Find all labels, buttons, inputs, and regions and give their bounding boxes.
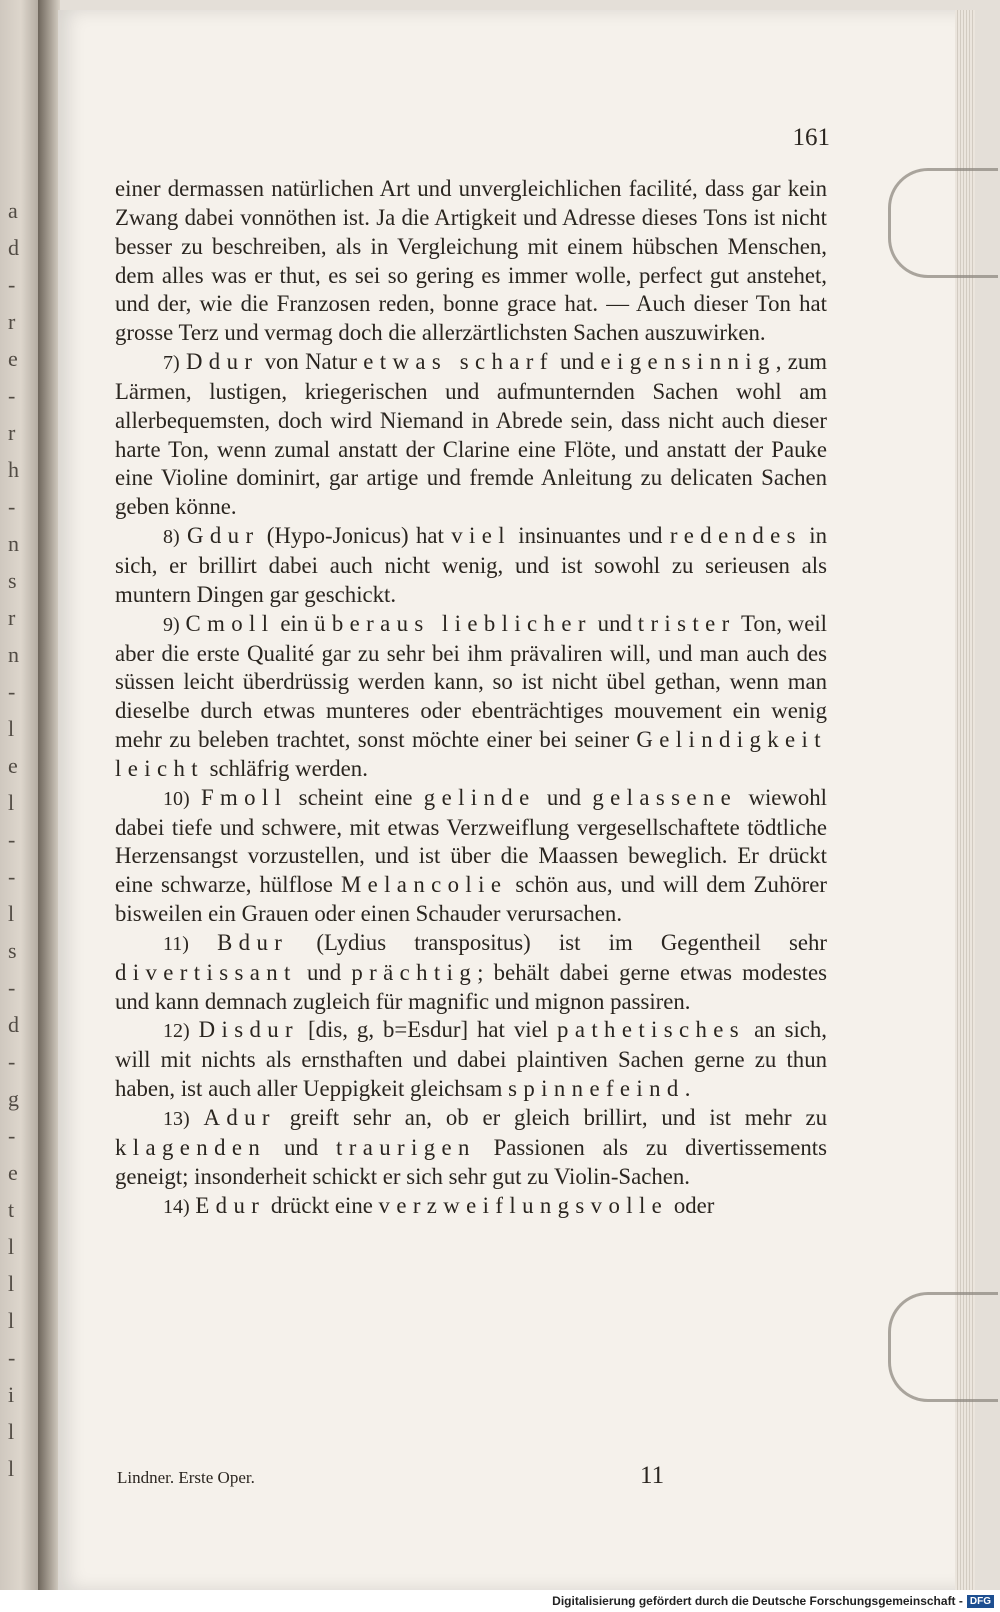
text-run: und [591, 610, 638, 636]
footer-signature-mark: 11 [640, 1462, 665, 1489]
paragraph-number: 7) [163, 352, 180, 375]
paragraph-number: 13) [163, 1108, 190, 1130]
previous-page-letter: r [8, 309, 16, 334]
paragraph [115, 1104, 827, 1192]
text-run: ein [274, 610, 315, 636]
previous-page-letter: - [8, 272, 16, 297]
text-run: einer dermassen natürlichen Art und unvergleichlichen facilité, dass gar kein Zwang dabei vonnöthen ist. Ja die Artigkeit und Adresse dieses Tons ist nicht besser zu beschreiben, als in Vergleichung mit einem hübschen Menschen, dem alles was er thut, es sei so gering es immer wolle, perfect gut anstehet, und der, wie die Franzosen reden, bonne grace hat. — Auch dieser Ton hat grosse Terz und vermag doch die allerzärtlichsten Sachen auszuwirken. [115, 176, 827, 346]
text-run [190, 1017, 199, 1042]
spaced-emphasis: prächtig [351, 959, 478, 985]
credit-text: Digitalisierung gefördert durch die Deutsche Forschungsgemeinschaft - [552, 1594, 963, 1608]
spaced-emphasis: klagenden [115, 1134, 267, 1160]
spaced-emphasis: Ddur [185, 349, 259, 375]
text-run: (Lydius transpositus) ist im Gegentheil sehr [288, 929, 827, 955]
text-run: [dis, g, b=Esdur] hat viel [299, 1017, 558, 1043]
spaced-emphasis: etwas scharf [363, 349, 554, 375]
spaced-emphasis: verzweiflungsvolle [378, 1192, 669, 1218]
previous-page-letter: - [8, 975, 16, 1000]
text-run: (Hypo-Jonicus) hat [259, 523, 452, 549]
spaced-emphasis: eigensinnig [600, 349, 776, 375]
spaced-emphasis: Cmoll [185, 610, 275, 636]
previous-page-letter: l [8, 901, 15, 926]
text-run: insinuantes und [510, 523, 670, 549]
spaced-emphasis: Fmoll [200, 784, 288, 810]
previous-page-letter: e [8, 753, 18, 778]
previous-page-letter: s [8, 568, 17, 593]
previous-page-letter: d [8, 235, 19, 260]
previous-page-letter: l [8, 1308, 15, 1333]
previous-page-letter: d [8, 1012, 19, 1037]
previous-page-letter: l [8, 1234, 15, 1259]
previous-page-letter: s [8, 938, 17, 963]
spaced-emphasis: gelinde [423, 784, 536, 810]
text-run: wiewohl dabei tiefe und schwere, mit etwas Verzweiflung vergesellschaftete tödtliche Herzensangst vorzustellen, und ist über die Maassen beweglich. Er drückt eine schwarze, hülflose [115, 784, 827, 898]
text-run: von Natur [258, 349, 364, 375]
previous-page-letter: l [8, 1456, 15, 1481]
text-run: , zum Lärmen, lustigen, kriegerischen und aufmunternden Sachen wohl am allerbequemsten, doch wird Niemand in Abrede sein, dass nicht auch dieser harte Ton, wenn zumal anstatt der Clarine eine Flöte, und anstatt der Pauke eine Violine dominirt, gar artige und fremde Anleitung zu delicaten Sachen geben könne. [115, 349, 828, 520]
previous-page-letter: - [8, 827, 16, 852]
previous-page-letter: - [8, 864, 16, 889]
spaced-emphasis: Gdur [187, 523, 260, 549]
previous-page-letter: i [8, 1382, 15, 1407]
previous-page-letter: - [8, 1123, 16, 1148]
paragraph [115, 929, 827, 1017]
paragraph [115, 175, 827, 348]
text-run: scheint eine [287, 784, 424, 810]
spaced-emphasis: überaus lieblicher [314, 610, 592, 636]
previous-page-letter: a [8, 198, 18, 223]
page-clip-top [888, 168, 998, 278]
text-run [189, 930, 217, 955]
paragraph-number: 14) [163, 1195, 190, 1218]
paragraph-number: 11) [163, 932, 189, 955]
previous-page-letter: n [8, 642, 19, 667]
paragraph-number: 9) [163, 613, 180, 636]
text-run: greift sehr an, ob er gleich brillirt, und ist mehr zu [275, 1105, 827, 1130]
previous-page-letter: r [8, 605, 16, 630]
previous-page-letter: - [8, 494, 16, 519]
paragraph [115, 784, 827, 929]
previous-page-letter: e [8, 346, 18, 371]
spaced-emphasis: Melancolie [340, 872, 508, 898]
paragraph-number: 10) [163, 787, 190, 810]
spaced-emphasis: Disdur [198, 1017, 300, 1043]
text-run: Ton, weil aber die erste Qualité gar zu sehr bei ihm prävaliren will, und man auch des süssen leicht überdrüssig werden kann, so ist nicht übel gethan, wenn man dieselbe durch etwas munteres oder ebenträchtiges mouvement ein wenig mehr zu beleben trachtet, sonst möchte einer bei seiner [115, 610, 827, 753]
book-gutter [38, 0, 60, 1590]
paragraph [115, 522, 827, 610]
paragraph-number: 8) [163, 526, 180, 549]
previous-page-letter: l [8, 1419, 15, 1444]
spaced-emphasis: spinnefeind [508, 1076, 685, 1102]
previous-page-letter: g [8, 1086, 19, 1111]
paragraph-number: 12) [163, 1020, 190, 1043]
previous-page-letter: h [8, 457, 19, 482]
text-run: in sich, er brillirt dabei auch nicht wenig, und ist sowohl zu serieusen als muntern Dingen gar geschickt. [115, 523, 828, 607]
spaced-emphasis: Bdur [217, 929, 289, 955]
text-run: und [266, 1134, 337, 1160]
text-run: und [553, 349, 601, 375]
spaced-emphasis: pathetisches [557, 1017, 746, 1043]
text-run: drückt eine [265, 1192, 379, 1218]
spaced-emphasis: viel [451, 523, 511, 549]
previous-page-letter: n [8, 531, 19, 556]
text-run: schläfrig werden. [203, 755, 368, 781]
paragraph [115, 610, 827, 784]
text-run: und [535, 784, 593, 810]
page-clip-bottom [888, 1292, 998, 1402]
spaced-emphasis: divertissant [115, 959, 297, 985]
text-run: und [296, 959, 352, 985]
text-run: an sich, will mit nichts als ernsthaften und dabei plaintiven Sachen gerne zu thun haben, ist auch aller Ueppigkeit gleichsam [115, 1017, 827, 1102]
previous-page-letter: - [8, 383, 16, 408]
spaced-emphasis: redendes [669, 523, 802, 549]
paragraph [115, 1016, 827, 1104]
text-run: schön aus, und will dem Zuhörer bisweilen ein Grauen oder einen Schauder verursachen. [115, 872, 827, 927]
previous-page-letter: l [8, 716, 15, 741]
spaced-emphasis: Gelindigkeit leicht [115, 727, 827, 781]
text-run: oder [668, 1192, 715, 1218]
footer-running-title: Lindner. Erste Oper. [117, 1468, 255, 1487]
previous-page-letter: e [8, 1160, 18, 1185]
spaced-emphasis: Adur [203, 1105, 276, 1130]
previous-page-letter: l [8, 1271, 15, 1296]
text-run: Passionen als zu divertissements geneigt; insonderheit schickt er sich sehr gut zu Violin-Sachen. [115, 1134, 828, 1189]
dfg-logo[interactable]: DFG [967, 1595, 994, 1608]
paragraph [115, 1192, 827, 1222]
previous-page-letter: t [8, 1197, 15, 1222]
text-run: ; behält dabei gerne etwas modestes und kann demnach zugleich für magnific und mignon passiren. [115, 959, 827, 1014]
previous-page-edge [0, 0, 38, 1590]
spaced-emphasis: gelassene [592, 784, 738, 810]
text-run [190, 785, 201, 810]
digitization-credit-bar [0, 1590, 1000, 1612]
text-run: . [684, 1076, 691, 1102]
paragraph [115, 348, 827, 522]
previous-page-letter: r [8, 420, 16, 445]
spaced-emphasis: Edur [195, 1192, 266, 1218]
page-number: 161 [792, 124, 830, 151]
previous-page-letter: l [8, 790, 15, 815]
spaced-emphasis: traurigen [336, 1134, 476, 1160]
body-text [115, 175, 827, 1221]
previous-page-letter: - [8, 1345, 16, 1370]
spaced-emphasis: trister [637, 610, 736, 636]
text-run [190, 1105, 204, 1130]
previous-page-letter: - [8, 679, 16, 704]
previous-page-letter: - [8, 1049, 16, 1074]
text-run [180, 523, 187, 548]
